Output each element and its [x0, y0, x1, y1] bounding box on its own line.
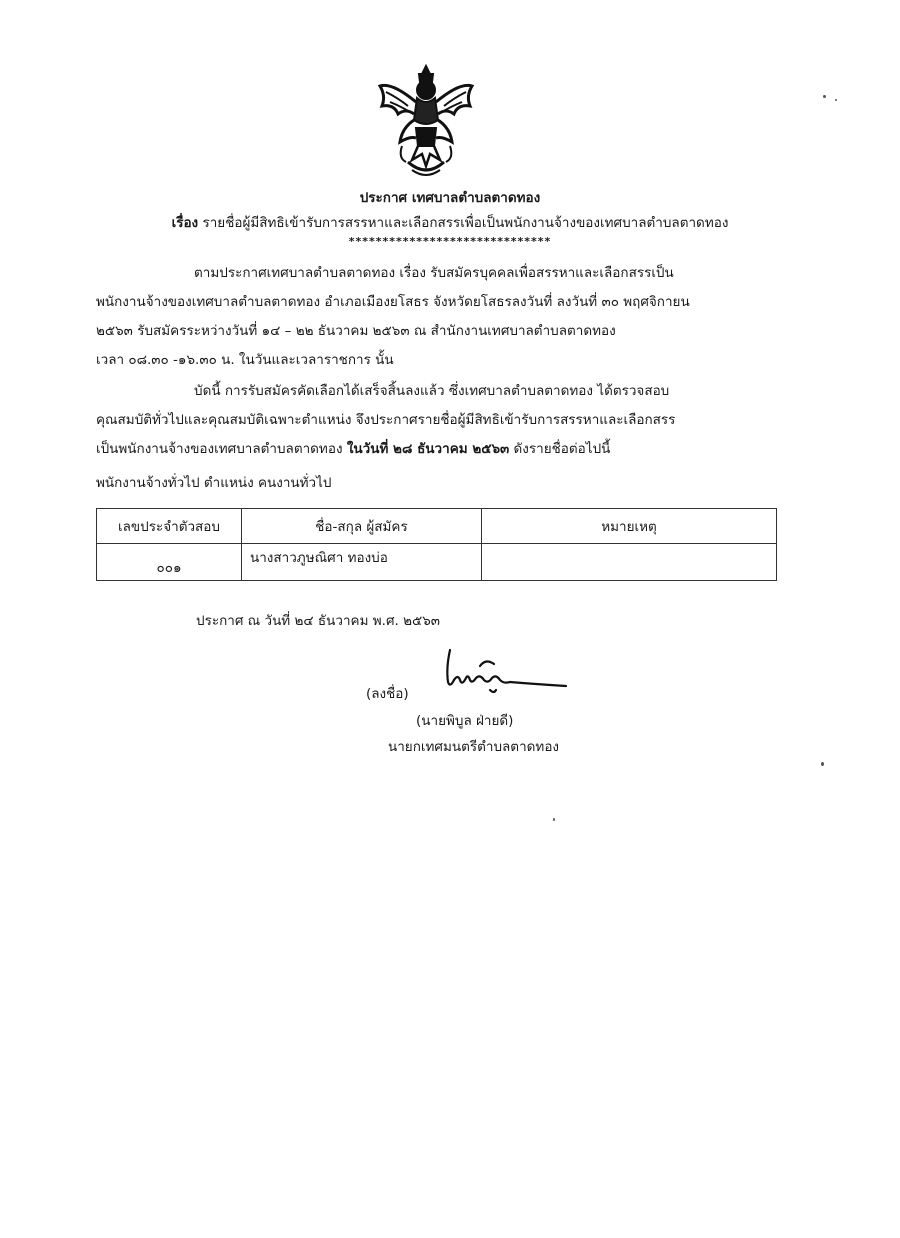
- exam-date: ในวันที่ ๒๘ ธันวาคม ๒๕๖๓: [346, 441, 510, 457]
- signature-image: [430, 644, 570, 702]
- signer-title: นายกเทศมนตรีตำบลตาดทอง: [388, 739, 560, 755]
- paragraph2-line: [96, 435, 786, 464]
- candidate-name: นางสาวภูษณิศา ทองบ่อ: [242, 544, 482, 581]
- scan-speck: [823, 95, 826, 98]
- column-header-note: หมายเหตุ: [482, 509, 777, 544]
- paragraph2-text-end: ดังรายชื่อต่อไปนี้: [509, 441, 611, 457]
- job-position: พนักงานจ้างทั่วไป ตำแหน่ง คนงานทั่วไป: [96, 475, 332, 491]
- announcement-date: ประกาศ ณ วันที่ ๒๔ ธันวาคม พ.ศ. ๒๕๖๓: [196, 613, 441, 629]
- paragraph-announcement: [96, 377, 786, 464]
- paragraph1-line: ตามประกาศเทศบาลตำบลตาดทอง เรื่อง รับสมัครบุคคลเพื่อสรรหาและเลือกสรรเป็น: [194, 265, 674, 281]
- paragraph2-line: คุณสมบัติทั่วไปและคุณสมบัติเฉพาะตำแหน่ง จึงประกาศรายชื่อผู้มีสิทธิเข้ารับการสรรหาและเลือกสรร: [96, 412, 676, 428]
- table-row: [97, 544, 777, 581]
- subject-line: [0, 211, 900, 233]
- column-header-name: ชื่อ-สกุล ผู้สมัคร: [242, 509, 482, 544]
- candidate-id: ๐๐๑: [97, 544, 242, 581]
- candidate-note: [482, 544, 777, 581]
- announcement-title: [0, 186, 900, 208]
- candidate-table: [96, 508, 777, 581]
- garuda-emblem-icon: [372, 62, 480, 180]
- paragraph1-line: พนักงานจ้างของเทศบาลตำบลตาดทอง อำเภอเมืองยโสธร จังหวัดยโสธรลงวันที่ ลงวันที่ ๓๐ พฤศจิกายน: [96, 294, 690, 310]
- scan-speck: [553, 818, 555, 821]
- paragraph1-line: เวลา ๐๘.๓๐ -๑๖.๓๐ น. ในวันและเวลาราชการ นั้น: [96, 352, 394, 368]
- scan-speck: [821, 762, 824, 766]
- paragraph2-text: เป็นพนักงานจ้างของเทศบาลตำบลตาดทอง: [96, 441, 347, 457]
- subject-text: รายชื่อผู้มีสิทธิเข้ารับการสรรหาและเลือกสรรเพื่อเป็นพนักงานจ้างของเทศบาลตำบลตาดทอง: [202, 215, 729, 231]
- star-divider: ******************************: [348, 235, 552, 248]
- paragraph2-line: บัดนี้ การรับสมัครคัดเลือกได้เสร็จสิ้นลงแล้ว ซึ่งเทศบาลตำบลตาดทอง ได้ตรวจสอบ: [194, 383, 670, 399]
- subject-label: เรื่อง: [171, 215, 199, 231]
- announcement-heading: ประกาศ เทศบาลตำบลตาดทอง: [359, 190, 541, 206]
- scan-speck: [835, 99, 837, 101]
- table-header-row: [97, 509, 777, 544]
- paragraph-background: [96, 259, 786, 375]
- column-header-id: เลขประจำตัวสอบ: [97, 509, 242, 544]
- paragraph1-line: ๒๕๖๓ รับสมัครระหว่างวันที่ ๑๔ – ๒๒ ธันวาคม ๒๕๖๓ ณ สำนักงานเทศบาลตำบลตาดทอง: [96, 323, 616, 339]
- signed-label: (ลงชื่อ): [366, 686, 409, 702]
- signer-name: (นายพิบูล ฝ่ายดี): [416, 713, 514, 729]
